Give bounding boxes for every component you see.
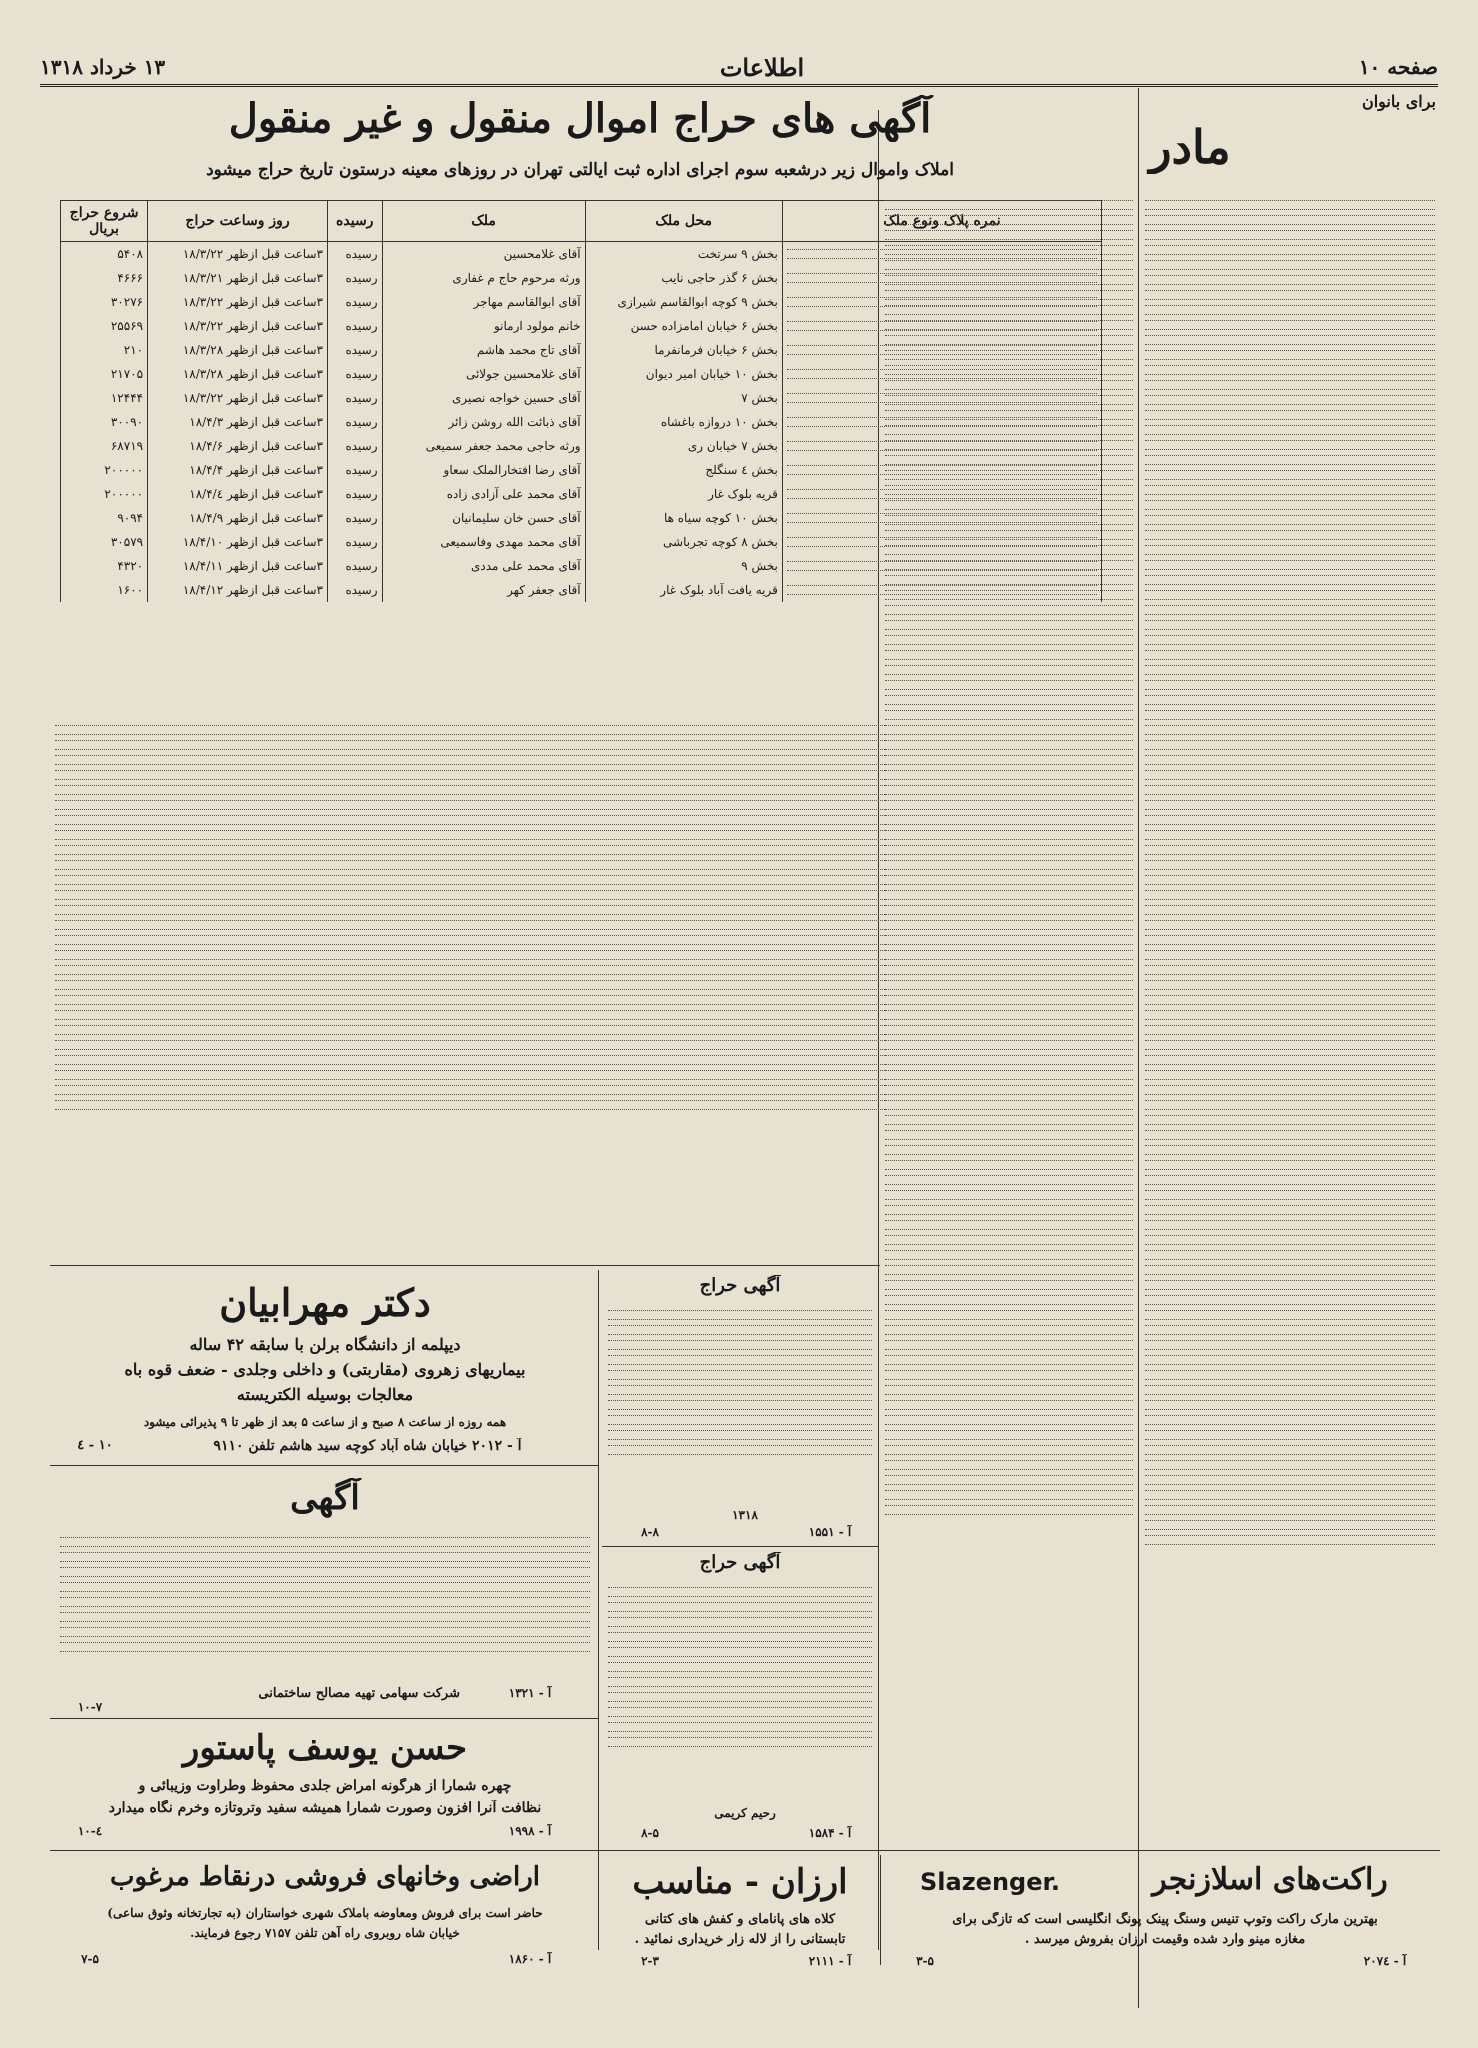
ad-code: ۱۰-۷ [77, 1700, 103, 1714]
auction-signer: رحیم کریمی [714, 1806, 776, 1820]
owner-cell: آقای ذبائت الله روشن زائر [382, 410, 585, 434]
header-start-price: شروع حراج بریال [61, 201, 148, 242]
location-cell: بخش ۹ [585, 554, 782, 578]
owner-cell: آقای تاج محمد هاشم [382, 338, 585, 362]
owner-cell: آقای جعفر کهر [382, 578, 585, 602]
date-cell: ۳ساعت قبل ازظهر ۱۸/۳/۲۸ [148, 338, 328, 362]
ad-code: ٤-۱۰ [77, 1824, 103, 1838]
received-cell: رسیده [327, 314, 382, 338]
doctor-hours: همه روزه از ساعت ۸ صبح و از ساعت ۵ بعد از ظهر تا ۹ پذیرائی میشود [143, 1415, 507, 1429]
header-received: رسیده [327, 201, 382, 242]
received-cell: رسیده [327, 242, 382, 267]
header-plaque: نمره پلاک ونوع ملک [782, 201, 1101, 242]
slazenger-title: راکت‌های اسلازنجر [1152, 1862, 1388, 1897]
date-cell: ۳ساعت قبل ازظهر ۱۸/۳/۲۲ [148, 386, 328, 410]
ad-code: ۲-۳ [641, 1954, 659, 1968]
divider [50, 1465, 598, 1466]
article-body-continued [885, 195, 1133, 1845]
location-cell: بخش ۶ خیابان فرمانفرما [585, 338, 782, 362]
ad-code: آ - ۱۵۸۴ [808, 1826, 852, 1840]
doctor-line: بیماریهای زهروی (مقاربتی) و داخلی وجلدی - ضعف قوه باه [124, 1360, 526, 1379]
received-cell: رسیده [327, 530, 382, 554]
ad-code: آ - ۱۵۵۱ [808, 1525, 852, 1539]
pastor-line: چهره شمارا از هرگونه امراض جلدی محفوظ وطراوت وزیبائی و [138, 1778, 512, 1794]
location-cell: بخش ۸ کوچه تجرباشی [585, 530, 782, 554]
date-cell: ۳ساعت قبل ازظهر ۱۸/۴/۱۰ [148, 530, 328, 554]
received-cell: رسیده [327, 554, 382, 578]
price-cell: ۳۰۰۹۰ [61, 410, 148, 434]
owner-cell: آقای محمد علی مددی [382, 554, 585, 578]
owner-cell: آقای غلامحسین [382, 242, 585, 267]
location-cell: بخش ۷ خیابان ری [585, 434, 782, 458]
owner-cell: آقای محمد علی آزادی زاده [382, 482, 585, 506]
land-text: خیابان شاه روبروی راه آهن تلفن ۷۱۵۷ رجوع فرمایند. [190, 1926, 460, 1940]
notice-signature: شرکت سهامی تهیه مصالح ساختمانی [258, 1686, 460, 1701]
auction-year: ۱۳۱۸ [732, 1508, 758, 1522]
received-cell: رسیده [327, 578, 382, 602]
date-cell: ۳ساعت قبل ازظهر ۱۸/۴/۱۲ [148, 578, 328, 602]
date-cell: ۳ساعت قبل ازظهر ۱۸/۴/٤ [148, 482, 328, 506]
received-cell: رسیده [327, 266, 382, 290]
date-cell: ۳ساعت قبل ازظهر ۱۸/۴/۳ [148, 410, 328, 434]
location-cell: قریه بلوک غار [585, 482, 782, 506]
location-cell: بخش ۶ خیابان امامزاده حسن [585, 314, 782, 338]
location-cell: بخش ۷ [585, 386, 782, 410]
header-location: محل ملک [585, 201, 782, 242]
masthead [40, 50, 1438, 87]
price-cell: ۴۳۲۰ [61, 554, 148, 578]
cheap-title: ارزان - مناسب [632, 1862, 848, 1902]
small-auction-title: آگهی حراج [699, 1552, 781, 1573]
owner-cell: آقای حسن خان سلیمانیان [382, 506, 585, 530]
price-cell: ۱۲۴۴۴ [61, 386, 148, 410]
paper-name: اطلاعات [719, 52, 805, 82]
ad-code: آ - ۲۰۷٤ [1363, 1954, 1407, 1968]
land-title: اراضی وخانهای فروشی درنقاط مرغوب [109, 1862, 541, 1892]
owner-cell: آقای حسین خواجه نصیری [382, 386, 585, 410]
cheap-line: تابستانی را از لاله زار خریداری نمائید . [634, 1932, 846, 1947]
received-cell: رسیده [327, 290, 382, 314]
location-cell: بخش ۶ گذر حاجی نایب [585, 266, 782, 290]
small-auction-title: آگهی حراج [699, 1275, 781, 1296]
price-cell: ۲۵۵۶۹ [61, 314, 148, 338]
location-cell: بخش ۹ کوچه ابوالقاسم شیرازی [585, 290, 782, 314]
price-cell: ۲۱۷۰۵ [61, 362, 148, 386]
received-cell: رسیده [327, 410, 382, 434]
price-cell: ۳۰۲۷۶ [61, 290, 148, 314]
ad-code: ۳-۵ [916, 1954, 934, 1968]
land-text: حاضر است برای فروش ومعاوضه باملاک شهری خواستاران (به تجارتخانه وثوق ساعی) [107, 1906, 543, 1920]
date-cell: ۳ساعت قبل ازظهر ۱۸/۳/۲۲ [148, 242, 328, 267]
date-cell: ۳ساعت قبل ازظهر ۱۸/۳/۲۲ [148, 314, 328, 338]
price-cell: ۴۶۶۶ [61, 266, 148, 290]
ad-code: ۸-۸ [641, 1525, 659, 1539]
owner-cell: آقای ابوالقاسم مهاجر [382, 290, 585, 314]
received-cell: رسیده [327, 434, 382, 458]
date-cell: ۳ساعت قبل ازظهر ۱۸/۴/۴ [148, 458, 328, 482]
price-cell: ۲۰۰۰۰۰ [61, 458, 148, 482]
owner-cell: آقای رضا افتخارالملک سعاو [382, 458, 585, 482]
location-cell: بخش ۹ سرتخت [585, 242, 782, 267]
price-cell: ۱۶۰۰ [61, 578, 148, 602]
ad-code: آ - ۲۱۱۱ [808, 1954, 852, 1968]
owner-cell: آقای محمد مهدی وفاسمیعی [382, 530, 585, 554]
notice-body [60, 1532, 590, 1682]
ad-code: ۷-۵ [81, 1952, 99, 1966]
auction-title: آگهی های حراج اموال منقول و غیر منقول [228, 95, 932, 142]
received-cell: رسیده [327, 458, 382, 482]
price-cell: ۵۴۰۸ [61, 242, 148, 267]
received-cell: رسیده [327, 362, 382, 386]
received-cell: رسیده [327, 386, 382, 410]
article-body [1145, 195, 1435, 1915]
date-cell: ۳ساعت قبل ازظهر ۱۸/۳/۲۱ [148, 266, 328, 290]
ad-code: ۸-۵ [641, 1826, 659, 1840]
ad-code: آ - ۱۸۶۰ [508, 1952, 552, 1966]
location-cell: بخش ٤ سنگلج [585, 458, 782, 482]
doctor-name: دکتر مهرابیان [219, 1280, 431, 1325]
slazenger-line: مغازه مینو وارد شده وقیمت ارزان بفروش میرسد . [1024, 1932, 1306, 1947]
slazenger-line: بهترین مارک راکت وتوپ تنیس وسنگ پینک پونگ انگلیسی است که تازگی برای [952, 1912, 1378, 1927]
article-title: مادر [1149, 120, 1231, 174]
location-cell: بخش ۱۰ دروازه باغشاه [585, 410, 782, 434]
location-cell: بخش ۱۰ خیابان امیر دیوان [585, 362, 782, 386]
divider [50, 1850, 1440, 1851]
received-cell: رسیده [327, 338, 382, 362]
date-cell: ۳ساعت قبل ازظهر ۱۸/۴/۱۱ [148, 554, 328, 578]
pastor-line: نظافت آنرا افزون وصورت شمارا همیشه سفید وتروتازه وخرم نگاه میدارد [108, 1800, 542, 1816]
header-date: روز وساعت حراج [148, 201, 328, 242]
column-rule [598, 1270, 599, 1950]
divider [50, 1265, 880, 1266]
location-cell: قریه یافت آباد بلوک غار [585, 578, 782, 602]
received-cell: رسیده [327, 482, 382, 506]
ad-code: ۱۰ - ٤ [77, 1438, 113, 1453]
price-cell: ۲۰۰۰۰۰ [61, 482, 148, 506]
doctor-address: آ - ۲۰۱۲ خیابان شاه آباد کوچه سید هاشم تلفن ۹۱۱۰ [213, 1438, 522, 1454]
doctor-line: دیپلمه از دانشگاه برلن با سابقه ۴۲ ساله [189, 1335, 461, 1354]
auction-subtitle: املاک واموال زیر درشعبه سوم اجرای اداره ثبت ایالتی تهران در روزهای معینه درستون تاریخ حراج میشود [206, 160, 954, 180]
small-auction-body [608, 1582, 872, 1802]
date-cell: ۳ساعت قبل ازظهر ۱۸/۳/۲۲ [148, 290, 328, 314]
price-cell: ۲۱۰ [61, 338, 148, 362]
owner-cell: ورثه مرحوم حاج م غفاری [382, 266, 585, 290]
slazenger-brand: Slazenger. [919, 1868, 1061, 1896]
owner-cell: ورثه حاجی محمد جعفر سمیعی [382, 434, 585, 458]
price-cell: ۳۰۵۷۹ [61, 530, 148, 554]
price-cell: ۹۰۹۴ [61, 506, 148, 530]
page-number: صفحه ۱۰ [1358, 55, 1438, 79]
owner-cell: آقای غلامحسین جولائی [382, 362, 585, 386]
issue-date: ۱۳ خرداد ۱۳۱۸ [40, 55, 166, 79]
doctor-line: معالجات بوسیله الکتریسته [236, 1385, 414, 1404]
received-cell: رسیده [327, 506, 382, 530]
date-cell: ۳ساعت قبل ازظهر ۱۸/۳/۲۸ [148, 362, 328, 386]
notice-title: آگهی [290, 1478, 360, 1518]
date-cell: ۳ساعت قبل ازظهر ۱۸/۴/۹ [148, 506, 328, 530]
divider [50, 1718, 598, 1719]
date-cell: ۳ساعت قبل ازظهر ۱۸/۴/۶ [148, 434, 328, 458]
pastor-name: حسن یوسف پاستور [182, 1728, 468, 1768]
column-rule [1138, 88, 1139, 2008]
divider [602, 1546, 878, 1547]
location-cell: بخش ۱۰ کوچه سیاه ها [585, 506, 782, 530]
cheap-line: کلاه های پانامای و کفش های کتانی [644, 1912, 836, 1927]
price-cell: ۶۸۷۱۹ [61, 434, 148, 458]
ad-code: آ - ۱۹۹۸ [508, 1824, 552, 1838]
ad-code: آ - ۱۳۲۱ [508, 1686, 552, 1700]
small-auction-body [608, 1305, 872, 1505]
column-rule [880, 1855, 881, 1965]
header-owner: ملک [382, 201, 585, 242]
section-label: برای بانوان [1361, 92, 1436, 111]
owner-cell: خانم مولود ارمانو [382, 314, 585, 338]
